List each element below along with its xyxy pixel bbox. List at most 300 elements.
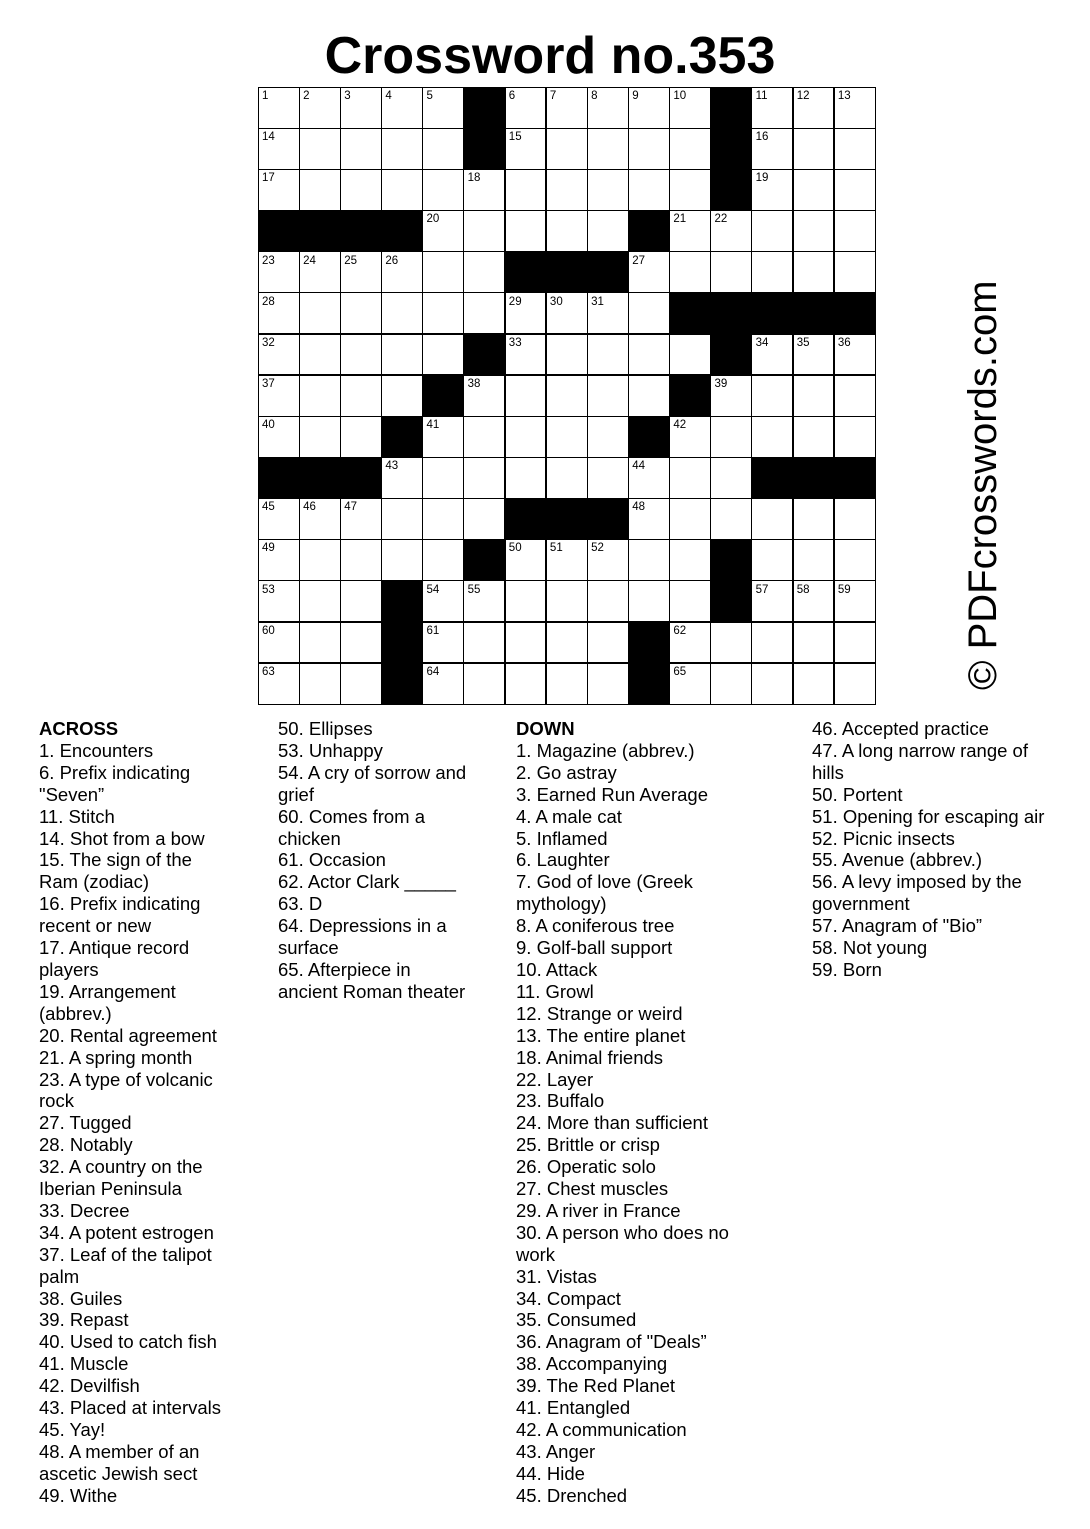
across-clue-line: 43. Placed at intervals: [39, 1397, 222, 1419]
grid-cell[interactable]: [628, 539, 670, 581]
grid-cell[interactable]: [834, 498, 876, 540]
grid-cell[interactable]: [299, 539, 341, 581]
across-clue-line: (abbrev.): [39, 1002, 112, 1024]
down-clue-line: 29. A river in France: [516, 1199, 681, 1221]
crossword-grid: [258, 87, 875, 704]
clue-number: 61: [426, 624, 440, 637]
across-clue-line: ascetic Jewish sect: [39, 1462, 198, 1484]
grid-cell[interactable]: [464, 622, 506, 664]
grid-cell[interactable]: [381, 334, 423, 376]
clue-number: 25: [344, 254, 358, 267]
down-clue-line: 45. Drenched: [516, 1484, 628, 1506]
clue-number: 60: [262, 624, 275, 637]
grid-cell[interactable]: [669, 87, 711, 129]
across-clue-line: 11. Stitch: [39, 805, 115, 827]
black-square: [299, 457, 341, 499]
grid-cell[interactable]: [505, 293, 547, 335]
grid-cell[interactable]: [834, 252, 876, 294]
black-square: [710, 539, 752, 581]
grid-cell[interactable]: [587, 539, 629, 581]
grid-cell[interactable]: [752, 375, 794, 417]
down-clues-column-1: [516, 718, 806, 1507]
clue-number: 48: [632, 501, 645, 514]
clue-number: 28: [262, 295, 275, 308]
grid-cell[interactable]: [505, 457, 547, 499]
across-clue-line: rock: [39, 1090, 74, 1112]
grid-cell[interactable]: [669, 252, 711, 294]
grid-cell[interactable]: [834, 581, 876, 623]
grid-cell[interactable]: [793, 128, 835, 170]
grid-cell[interactable]: [299, 252, 341, 294]
clue-number: 29: [508, 295, 522, 308]
grid-cell[interactable]: [793, 416, 835, 458]
across-clue-line: 33. Decree: [39, 1199, 130, 1221]
grid-cell[interactable]: [793, 169, 835, 211]
black-square: [464, 334, 506, 376]
across-clue-line: 41. Muscle: [39, 1353, 129, 1375]
grid-cell[interactable]: [628, 457, 670, 499]
grid-cell[interactable]: [669, 169, 711, 211]
grid-cell[interactable]: [546, 169, 588, 211]
grid-cell[interactable]: [340, 128, 382, 170]
grid-cell[interactable]: [710, 622, 752, 664]
down-clue-line: 59. Born: [812, 958, 882, 980]
grid-cell[interactable]: [834, 210, 876, 252]
grid-cell[interactable]: [587, 663, 629, 705]
black-square: [464, 87, 506, 129]
down-clue-line: 25. Brittle or crisp: [516, 1134, 660, 1156]
grid-cell[interactable]: [587, 622, 629, 664]
grid-cell[interactable]: [587, 210, 629, 252]
grid-cell[interactable]: [423, 457, 465, 499]
grid-cell[interactable]: [793, 663, 835, 705]
clue-number: 3: [344, 90, 351, 102]
grid-cell[interactable]: [464, 416, 506, 458]
grid-cell[interactable]: [464, 169, 506, 211]
clue-number: 63: [262, 665, 275, 678]
black-square: [299, 210, 341, 252]
grid-cell[interactable]: [546, 581, 588, 623]
down-clue-line: 36. Anagram of "Deals”: [516, 1331, 707, 1353]
grid-cell[interactable]: [423, 252, 465, 294]
grid-cell[interactable]: [505, 334, 547, 376]
down-clue-line: 5. Inflamed: [516, 827, 608, 849]
grid-cell[interactable]: [340, 87, 382, 129]
grid-cell[interactable]: [299, 169, 341, 211]
grid-cell[interactable]: [587, 169, 629, 211]
clue-number: 32: [262, 336, 275, 349]
grid-cell[interactable]: [752, 663, 794, 705]
grid-cell[interactable]: [587, 334, 629, 376]
grid-line: [381, 87, 382, 705]
black-square: [752, 457, 794, 499]
grid-cell[interactable]: [546, 375, 588, 417]
grid-cell[interactable]: [834, 539, 876, 581]
down-clue-line: 9. Golf-ball support: [516, 937, 673, 959]
grid-cell[interactable]: [546, 128, 588, 170]
grid-cell[interactable]: [834, 663, 876, 705]
grid-cell[interactable]: [340, 293, 382, 335]
down-clue-line: 42. A communication: [516, 1419, 687, 1440]
down-clue-line: 13. The entire planet: [516, 1024, 686, 1046]
grid-cell[interactable]: [546, 334, 588, 376]
clue-number: 41: [426, 419, 440, 432]
grid-cell[interactable]: [381, 293, 423, 335]
black-square: [381, 663, 423, 705]
black-square: [710, 293, 752, 335]
clue-number: 55: [467, 583, 481, 596]
clue-number: 6: [508, 90, 516, 102]
grid-cell[interactable]: [752, 622, 794, 664]
grid-cell[interactable]: [669, 539, 711, 581]
grid-cell[interactable]: [752, 210, 794, 252]
grid-cell[interactable]: [505, 87, 547, 129]
grid-cell[interactable]: [258, 293, 300, 335]
grid-line: [258, 580, 876, 581]
grid-cell[interactable]: [628, 581, 670, 623]
across-clue-line: Ram (zodiac): [39, 871, 149, 893]
grid-cell[interactable]: [546, 539, 588, 581]
grid-cell[interactable]: [628, 498, 670, 540]
grid-cell[interactable]: [710, 498, 752, 540]
grid-cell[interactable]: [299, 581, 341, 623]
grid-cell[interactable]: [587, 416, 629, 458]
grid-cell[interactable]: [546, 622, 588, 664]
grid-cell[interactable]: [834, 622, 876, 664]
grid-cell[interactable]: [258, 416, 300, 458]
grid-cell[interactable]: [628, 334, 670, 376]
grid-cell[interactable]: [505, 622, 547, 664]
across-clue-line: "Seven”: [39, 783, 105, 805]
across-clue-line: chicken: [278, 827, 341, 849]
black-square: [752, 293, 794, 335]
grid-cell[interactable]: [669, 128, 711, 170]
grid-line: [258, 704, 876, 705]
grid-cell[interactable]: [752, 539, 794, 581]
grid-cell[interactable]: [669, 498, 711, 540]
grid-cell[interactable]: [299, 87, 341, 129]
grid-cell[interactable]: [340, 498, 382, 540]
grid-cell[interactable]: [340, 622, 382, 664]
black-square: [381, 581, 423, 623]
clue-number: 4: [385, 90, 392, 102]
black-square: [340, 457, 382, 499]
clue-number: 22: [714, 213, 728, 226]
grid-cell[interactable]: [299, 293, 341, 335]
down-clue-line: 57. Anagram of "Bio”: [812, 915, 983, 937]
grid-cell[interactable]: [793, 622, 835, 664]
grid-cell[interactable]: [546, 457, 588, 499]
grid-cell[interactable]: [710, 210, 752, 252]
black-square: [423, 375, 465, 417]
grid-cell[interactable]: [505, 663, 547, 705]
grid-cell[interactable]: [587, 128, 629, 170]
grid-cell[interactable]: [340, 581, 382, 623]
grid-cell[interactable]: [381, 169, 423, 211]
grid-cell[interactable]: [669, 457, 711, 499]
clue-number: 13: [837, 90, 851, 102]
grid-cell[interactable]: [505, 128, 547, 170]
grid-cell[interactable]: [669, 210, 711, 252]
grid-cell[interactable]: [587, 375, 629, 417]
grid-cell[interactable]: [423, 128, 465, 170]
grid-cell[interactable]: [258, 252, 300, 294]
across-clue-line: 49. Withe: [39, 1484, 118, 1506]
grid-line: [422, 87, 423, 705]
grid-cell[interactable]: [628, 375, 670, 417]
grid-cell[interactable]: [258, 375, 300, 417]
grid-cell[interactable]: [340, 539, 382, 581]
grid-cell[interactable]: [752, 498, 794, 540]
grid-cell[interactable]: [793, 539, 835, 581]
down-clue-line: 23. Buffalo: [516, 1090, 605, 1112]
grid-cell[interactable]: [299, 128, 341, 170]
clue-number: 53: [262, 583, 275, 596]
grid-cell[interactable]: [381, 457, 423, 499]
across-heading: ACROSS: [39, 718, 119, 739]
grid-cell[interactable]: [423, 498, 465, 540]
clue-number: 51: [549, 542, 563, 555]
grid-cell[interactable]: [669, 416, 711, 458]
grid-cell[interactable]: [299, 375, 341, 417]
across-clue-line: 45. Yay!: [39, 1419, 106, 1440]
grid-cell[interactable]: [834, 334, 876, 376]
grid-cell[interactable]: [423, 581, 465, 623]
grid-cell[interactable]: [464, 252, 506, 294]
grid-cell[interactable]: [340, 663, 382, 705]
grid-cell[interactable]: [423, 293, 465, 335]
black-square: [834, 293, 876, 335]
grid-cell[interactable]: [587, 581, 629, 623]
grid-cell[interactable]: [752, 581, 794, 623]
down-clue-line: 56. A levy imposed by the: [812, 871, 1022, 893]
grid-cell[interactable]: [834, 87, 876, 129]
clue-number: 50: [508, 542, 522, 555]
grid-cell[interactable]: [587, 293, 629, 335]
grid-cell[interactable]: [464, 457, 506, 499]
across-clue-line: 48. A member of an: [39, 1440, 200, 1462]
grid-cell[interactable]: [628, 293, 670, 335]
grid-cell[interactable]: [258, 663, 300, 705]
grid-cell[interactable]: [258, 622, 300, 664]
grid-cell[interactable]: [340, 416, 382, 458]
across-clue-line: 53. Unhappy: [278, 739, 383, 761]
grid-cell[interactable]: [423, 663, 465, 705]
clue-number: 15: [508, 131, 522, 144]
down-clue-line: 46. Accepted practice: [812, 718, 989, 739]
across-clue-line: 27. Tugged: [39, 1112, 132, 1134]
grid-cell[interactable]: [299, 416, 341, 458]
grid-cell[interactable]: [423, 169, 465, 211]
grid-cell[interactable]: [793, 334, 835, 376]
grid-cell[interactable]: [340, 375, 382, 417]
grid-cell[interactable]: [793, 581, 835, 623]
across-clues-column-1: [39, 718, 269, 1507]
clue-number: 57: [755, 583, 769, 596]
grid-cell[interactable]: [258, 539, 300, 581]
grid-cell[interactable]: [258, 334, 300, 376]
grid-cell[interactable]: [381, 498, 423, 540]
clue-number: 20: [426, 213, 440, 226]
clue-number: 35: [796, 336, 810, 349]
grid-cell[interactable]: [505, 539, 547, 581]
clue-number: 56: [714, 583, 728, 596]
grid-cell[interactable]: [628, 252, 670, 294]
grid-cell[interactable]: [299, 663, 341, 705]
across-clues-column-2: [278, 718, 508, 1003]
grid-cell[interactable]: [710, 375, 752, 417]
grid-cell[interactable]: [505, 416, 547, 458]
grid-cell[interactable]: [587, 457, 629, 499]
grid-cell[interactable]: [381, 128, 423, 170]
grid-cell[interactable]: [669, 334, 711, 376]
clue-number: 5: [426, 90, 433, 102]
grid-cell[interactable]: [423, 334, 465, 376]
down-clue-line: 8. A coniferous tree: [516, 915, 675, 937]
grid-cell[interactable]: [793, 498, 835, 540]
grid-cell[interactable]: [299, 334, 341, 376]
down-clue-line: 22. Layer: [516, 1068, 594, 1090]
grid-cell[interactable]: [793, 87, 835, 129]
grid-cell[interactable]: [752, 416, 794, 458]
down-clue-line: 1. Magazine (abbrev.): [516, 739, 695, 761]
grid-cell[interactable]: [710, 457, 752, 499]
grid-cell[interactable]: [752, 334, 794, 376]
grid-cell[interactable]: [793, 210, 835, 252]
grid-cell[interactable]: [834, 128, 876, 170]
grid-cell[interactable]: [710, 252, 752, 294]
down-clue-line: work: [516, 1243, 556, 1265]
clue-number: 16: [755, 131, 769, 144]
across-clue-line: 63. D: [278, 893, 323, 915]
grid-line: [258, 374, 876, 375]
grid-cell[interactable]: [423, 210, 465, 252]
clue-number: 64: [426, 665, 440, 678]
clue-number: 10: [673, 90, 687, 102]
clue-number: 23: [262, 254, 275, 267]
grid-cell[interactable]: [464, 581, 506, 623]
grid-cell[interactable]: [299, 622, 341, 664]
across-clue-line: 62. Actor Clark _____: [278, 871, 456, 893]
grid-cell[interactable]: [258, 169, 300, 211]
grid-cell[interactable]: [340, 169, 382, 211]
down-heading: DOWN: [516, 718, 575, 739]
clue-number: 40: [262, 419, 275, 432]
page-title: Crossword no.353: [324, 27, 776, 85]
grid-line: [258, 498, 876, 499]
down-clue-line: 34. Compact: [516, 1287, 621, 1309]
grid-cell[interactable]: [381, 375, 423, 417]
grid-cell[interactable]: [299, 498, 341, 540]
grid-cell[interactable]: [669, 581, 711, 623]
grid-cell[interactable]: [669, 663, 711, 705]
grid-cell[interactable]: [587, 87, 629, 129]
grid-cell[interactable]: [505, 210, 547, 252]
clue-number: 27: [632, 254, 645, 267]
clue-number: 26: [385, 254, 399, 267]
grid-cell[interactable]: [381, 87, 423, 129]
grid-cell[interactable]: [381, 252, 423, 294]
grid-cell[interactable]: [834, 416, 876, 458]
across-clue-line: 50. Ellipses: [278, 718, 373, 739]
grid-cell[interactable]: [834, 169, 876, 211]
black-square: [546, 252, 588, 294]
clue-number: 44: [632, 460, 645, 473]
grid-cell[interactable]: [464, 210, 506, 252]
grid-cell[interactable]: [258, 498, 300, 540]
grid-cell[interactable]: [710, 663, 752, 705]
grid-cell[interactable]: [464, 663, 506, 705]
down-clue-line: 4. A male cat: [516, 805, 622, 827]
grid-cell[interactable]: [752, 252, 794, 294]
grid-cell[interactable]: [464, 375, 506, 417]
grid-cell[interactable]: [381, 539, 423, 581]
grid-line: [463, 87, 464, 705]
grid-cell[interactable]: [669, 622, 711, 664]
black-square: [710, 128, 752, 170]
down-clue-line: mythology): [516, 893, 607, 915]
grid-cell[interactable]: [546, 210, 588, 252]
grid-cell[interactable]: [546, 293, 588, 335]
clue-number: 36: [837, 336, 851, 349]
grid-cell[interactable]: [423, 416, 465, 458]
grid-cell[interactable]: [793, 375, 835, 417]
grid-cell[interactable]: [505, 375, 547, 417]
grid-cell[interactable]: [752, 169, 794, 211]
grid-cell[interactable]: [546, 663, 588, 705]
grid-cell[interactable]: [505, 581, 547, 623]
down-clue-line: 51. Opening for escaping air: [812, 805, 1045, 827]
black-square: [258, 457, 300, 499]
grid-cell[interactable]: [628, 87, 670, 129]
grid-line: [504, 87, 505, 705]
grid-cell[interactable]: [752, 87, 794, 129]
down-clue-line: 11. Growl: [516, 980, 594, 1002]
clue-number: 62: [673, 624, 687, 637]
across-clue-line: 37. Leaf of the talipot: [39, 1243, 212, 1265]
grid-cell[interactable]: [340, 334, 382, 376]
clue-number: 42: [673, 419, 687, 432]
grid-cell[interactable]: [752, 128, 794, 170]
grid-cell[interactable]: [258, 128, 300, 170]
clue-number: 9: [632, 90, 639, 102]
black-square: [381, 622, 423, 664]
black-square: [381, 210, 423, 252]
grid-cell[interactable]: [546, 416, 588, 458]
grid-cell[interactable]: [340, 252, 382, 294]
across-clue-line: 17. Antique record: [39, 937, 190, 959]
across-clue-line: 40. Used to catch fish: [39, 1331, 217, 1353]
grid-cell[interactable]: [546, 87, 588, 129]
grid-cell[interactable]: [834, 375, 876, 417]
across-clue-line: 38. Guiles: [39, 1287, 123, 1309]
grid-cell[interactable]: [628, 169, 670, 211]
grid-cell[interactable]: [464, 293, 506, 335]
grid-cell[interactable]: [793, 252, 835, 294]
grid-cell[interactable]: [258, 581, 300, 623]
grid-cell[interactable]: [423, 539, 465, 581]
grid-cell[interactable]: [423, 622, 465, 664]
grid-cell[interactable]: [423, 87, 465, 129]
grid-cell[interactable]: [628, 128, 670, 170]
grid-cell[interactable]: [258, 87, 300, 129]
grid-cell[interactable]: [464, 498, 506, 540]
grid-line: [258, 169, 876, 170]
down-clue-line: 12. Strange or weird: [516, 1002, 683, 1024]
grid-line: [258, 87, 259, 705]
grid-cell[interactable]: [710, 416, 752, 458]
grid-cell[interactable]: [505, 169, 547, 211]
